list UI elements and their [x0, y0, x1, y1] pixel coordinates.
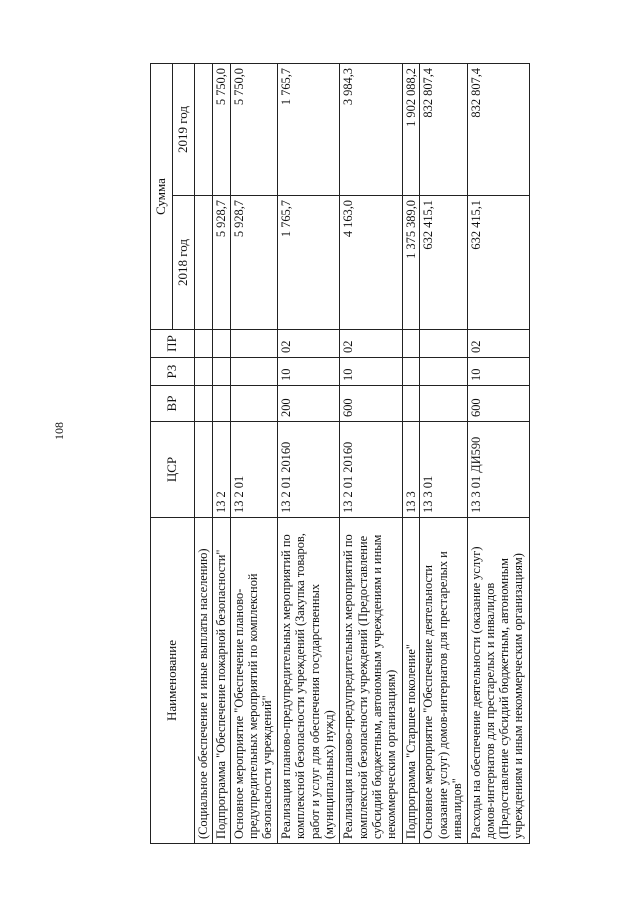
- header-year-2018: 2018 год: [173, 196, 195, 330]
- cell-name: Реализация планово-предупредительных мероприятий по комплексной безопасности учреждений (Закупка товаров, работ и услуг для обеспечения государственных (муниципальных) нужд): [278, 518, 340, 844]
- cell-pr: [195, 330, 213, 358]
- cell-name: Основное мероприятие "Обеспечение планово-предупредительных мероприятий по комплексной безопасности учреждений": [230, 518, 277, 844]
- cell-vr: [402, 386, 420, 422]
- cell-csr: 13 3: [402, 422, 420, 518]
- cell-vr: [420, 386, 467, 422]
- cell-rz: [402, 358, 420, 386]
- cell-2018: 632 415,1: [420, 196, 467, 330]
- table-row: [340, 64, 402, 844]
- cell-vr: [212, 386, 230, 422]
- cell-csr: 13 3 01 ДИ590: [467, 422, 529, 518]
- cell-csr: 13 2 01 20160: [278, 422, 340, 518]
- cell-2019: 1 902 088,2: [402, 64, 420, 196]
- cell-vr: 200: [278, 386, 340, 422]
- cell-csr: 13 3 01: [420, 422, 467, 518]
- rotated-page: [150, 64, 530, 844]
- header-year-2019: 2019 год: [173, 64, 195, 196]
- cell-csr: [195, 422, 213, 518]
- cell-name: Расходы на обеспечение деятельности (оказание услуг) домов-интернатов для престарелых и инвалидов (Предоставление субсидий бюджетным, автономным учреждениям и иным некоммерческим организациям): [467, 518, 529, 844]
- cell-name: Реализация планово-предупредительных мероприятий по комплексной безопасности учреждений (Предоставление субсидий бюджетным, автономным учреждениям и иным некоммерческим организациям): [340, 518, 402, 844]
- table-row: [278, 64, 340, 844]
- cell-2019: 1 765,7: [278, 64, 340, 196]
- cell-name: Основное мероприятие "Обеспечение деятельности (оказание услуг) домов-интернатов для престарелых и инвалидов": [420, 518, 467, 844]
- cell-pr: 02: [278, 330, 340, 358]
- cell-2018: [195, 196, 213, 330]
- cell-name: (Социальное обеспечение и иные выплаты населению): [195, 518, 213, 844]
- cell-rz: 10: [340, 358, 402, 386]
- cell-2019: 5 750,0: [212, 64, 230, 196]
- header-vr: ВР: [151, 386, 195, 422]
- cell-vr: [195, 386, 213, 422]
- cell-2018: 5 928,7: [230, 196, 277, 330]
- cell-rz: 10: [278, 358, 340, 386]
- cell-csr: 13 2 01: [230, 422, 277, 518]
- cell-pr: 02: [467, 330, 529, 358]
- cell-2018: 1 765,7: [278, 196, 340, 330]
- cell-2018: 4 163,0: [340, 196, 402, 330]
- table-row: [230, 64, 277, 844]
- header-pr: ПР: [151, 330, 195, 358]
- cell-csr: 13 2: [212, 422, 230, 518]
- header-csr: ЦСР: [151, 422, 195, 518]
- cell-2019: 832 807,4: [467, 64, 529, 196]
- cell-rz: 10: [467, 358, 529, 386]
- header-sum: Сумма: [151, 64, 173, 330]
- cell-rz: [195, 358, 213, 386]
- cell-pr: [420, 330, 467, 358]
- header-rz: РЗ: [151, 358, 195, 386]
- cell-2019: [195, 64, 213, 196]
- header-row: [151, 64, 173, 844]
- cell-name: Подпрограмма "Старшее поколение": [402, 518, 420, 844]
- table-row: [195, 64, 213, 844]
- cell-pr: [402, 330, 420, 358]
- cell-2019: 3 984,3: [340, 64, 402, 196]
- cell-csr: 13 2 01 20160: [340, 422, 402, 518]
- cell-2018: 632 415,1: [467, 196, 529, 330]
- cell-rz: [230, 358, 277, 386]
- cell-2019: 5 750,0: [230, 64, 277, 196]
- cell-vr: 600: [467, 386, 529, 422]
- budget-table: [150, 63, 530, 844]
- cell-rz: [212, 358, 230, 386]
- cell-pr: [212, 330, 230, 358]
- cell-2018: 1 375 389,0: [402, 196, 420, 330]
- table-row: [402, 64, 420, 844]
- cell-name: Подпрограмма "Обеспечение пожарной безопасности": [212, 518, 230, 844]
- table-row: [467, 64, 529, 844]
- cell-2018: 5 928,7: [212, 196, 230, 330]
- cell-vr: [230, 386, 277, 422]
- cell-vr: 600: [340, 386, 402, 422]
- cell-pr: [230, 330, 277, 358]
- table-row: [212, 64, 230, 844]
- cell-rz: [420, 358, 467, 386]
- page-number: 108: [52, 422, 66, 440]
- header-name: Наименование: [151, 518, 195, 844]
- cell-pr: 02: [340, 330, 402, 358]
- table-row: [420, 64, 467, 844]
- cell-2019: 832 807,4: [420, 64, 467, 196]
